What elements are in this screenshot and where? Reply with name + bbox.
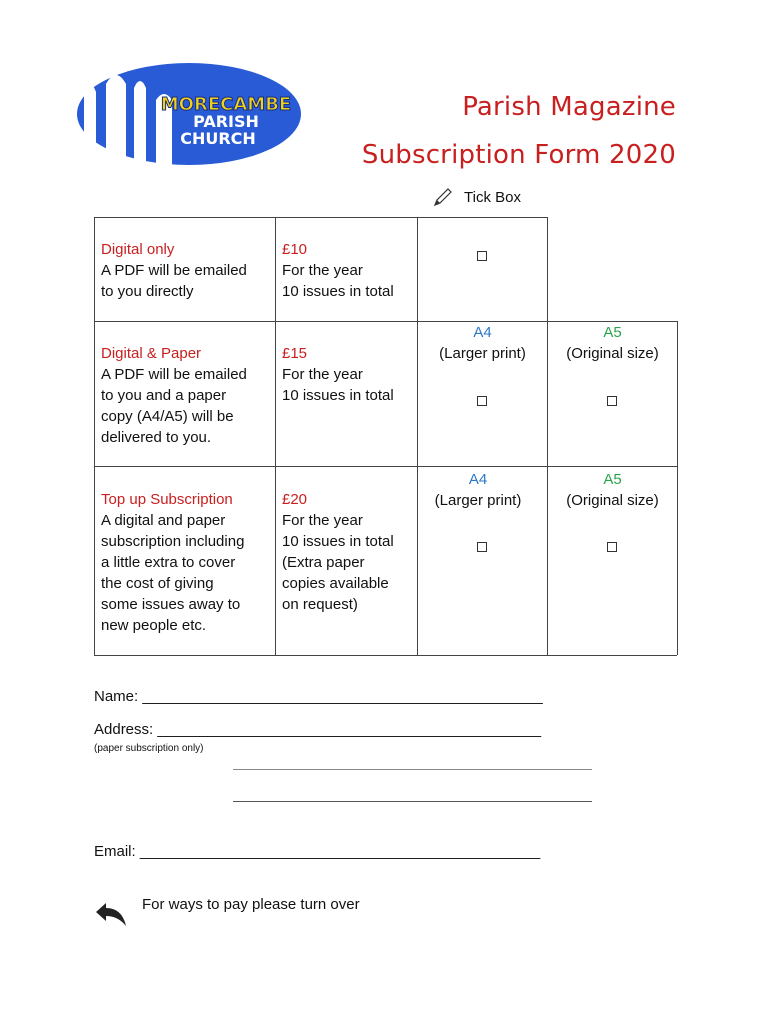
option-note-a5: (Original size) bbox=[566, 492, 659, 509]
email-field[interactable]: Email: ________________________________________________ bbox=[94, 843, 541, 860]
option-note-a4: (Larger print) bbox=[439, 345, 526, 362]
tick-checkbox-digital[interactable] bbox=[477, 251, 487, 261]
plan-terms-line: copies available bbox=[282, 575, 389, 592]
logo-text-morecambe: MORECAMBE bbox=[160, 94, 292, 115]
pencil-icon bbox=[432, 186, 454, 208]
plan-terms-line: For the year bbox=[282, 366, 363, 383]
tick-checkbox-paper-a4[interactable] bbox=[477, 396, 487, 406]
address-line-3[interactable] bbox=[233, 801, 592, 802]
tick-checkbox-paper-a5[interactable] bbox=[607, 396, 617, 406]
plan-desc-line: new people etc. bbox=[101, 617, 207, 634]
plan-desc-line: A PDF will be emailed bbox=[101, 366, 247, 383]
plan-terms-line: For the year bbox=[282, 262, 363, 279]
plan-terms-line: (Extra paper bbox=[282, 554, 365, 571]
tick-box-header bbox=[432, 186, 521, 208]
name-field[interactable]: Name: ________________________________________________ bbox=[94, 688, 543, 705]
tick-checkbox-topup-a4[interactable] bbox=[477, 542, 487, 552]
plan-terms-line: 10 issues in total bbox=[282, 387, 394, 404]
table-row bbox=[101, 489, 273, 636]
table-row bbox=[101, 239, 271, 302]
logo-text-parish: PARISH bbox=[193, 112, 259, 131]
address-note: (paper subscription only) bbox=[94, 743, 204, 754]
plan-name: Digital only bbox=[101, 241, 175, 258]
footer-text: For ways to pay please turn over bbox=[142, 896, 360, 913]
address-line-2[interactable] bbox=[233, 769, 592, 770]
logo-text-church: CHURCH bbox=[180, 129, 256, 148]
plan-desc-line: the cost of giving bbox=[101, 575, 214, 592]
plan-price: £15 bbox=[282, 345, 308, 362]
address-field[interactable]: Address: ______________________________________________ bbox=[94, 721, 542, 738]
plan-desc-line: to you directly bbox=[101, 283, 194, 300]
plan-price: £20 bbox=[282, 491, 308, 508]
plan-desc-line: A PDF will be emailed bbox=[101, 262, 247, 279]
tick-box-label: Tick Box bbox=[464, 188, 521, 206]
plan-desc-line: to you and a paper bbox=[101, 387, 227, 404]
turn-over-arrow-icon bbox=[94, 900, 128, 928]
option-size-a4: A4 bbox=[473, 324, 492, 341]
page-title: Parish Magazine bbox=[462, 92, 676, 122]
plan-terms-line: on request) bbox=[282, 596, 358, 613]
option-size-a5: A5 bbox=[603, 324, 622, 341]
page-subtitle: Subscription Form 2020 bbox=[361, 140, 676, 170]
plan-name: Top up Subscription bbox=[101, 491, 233, 508]
table-row bbox=[101, 343, 271, 448]
plan-desc-line: subscription including bbox=[101, 533, 245, 550]
option-note-a5: (Original size) bbox=[566, 345, 659, 362]
tick-checkbox-topup-a5[interactable] bbox=[607, 542, 617, 552]
plan-desc-line: copy (A4/A5) will be bbox=[101, 408, 234, 425]
parish-church-logo bbox=[76, 62, 302, 166]
footer-note bbox=[94, 896, 360, 928]
plan-price: £10 bbox=[282, 241, 308, 258]
option-note-a4: (Larger print) bbox=[434, 492, 522, 509]
plan-desc-line: A digital and paper bbox=[101, 512, 226, 529]
plan-desc-line: some issues away to bbox=[101, 596, 241, 613]
plan-terms-line: 10 issues in total bbox=[282, 533, 394, 550]
plan-terms-line: 10 issues in total bbox=[282, 283, 394, 300]
option-size-a4: A4 bbox=[468, 471, 488, 488]
plan-desc-line: a little extra to cover bbox=[101, 554, 236, 571]
option-size-a5: A5 bbox=[603, 471, 622, 488]
plan-terms-line: For the year bbox=[282, 512, 363, 529]
plan-name: Digital & Paper bbox=[101, 345, 202, 362]
plan-desc-line: delivered to you. bbox=[101, 429, 212, 446]
